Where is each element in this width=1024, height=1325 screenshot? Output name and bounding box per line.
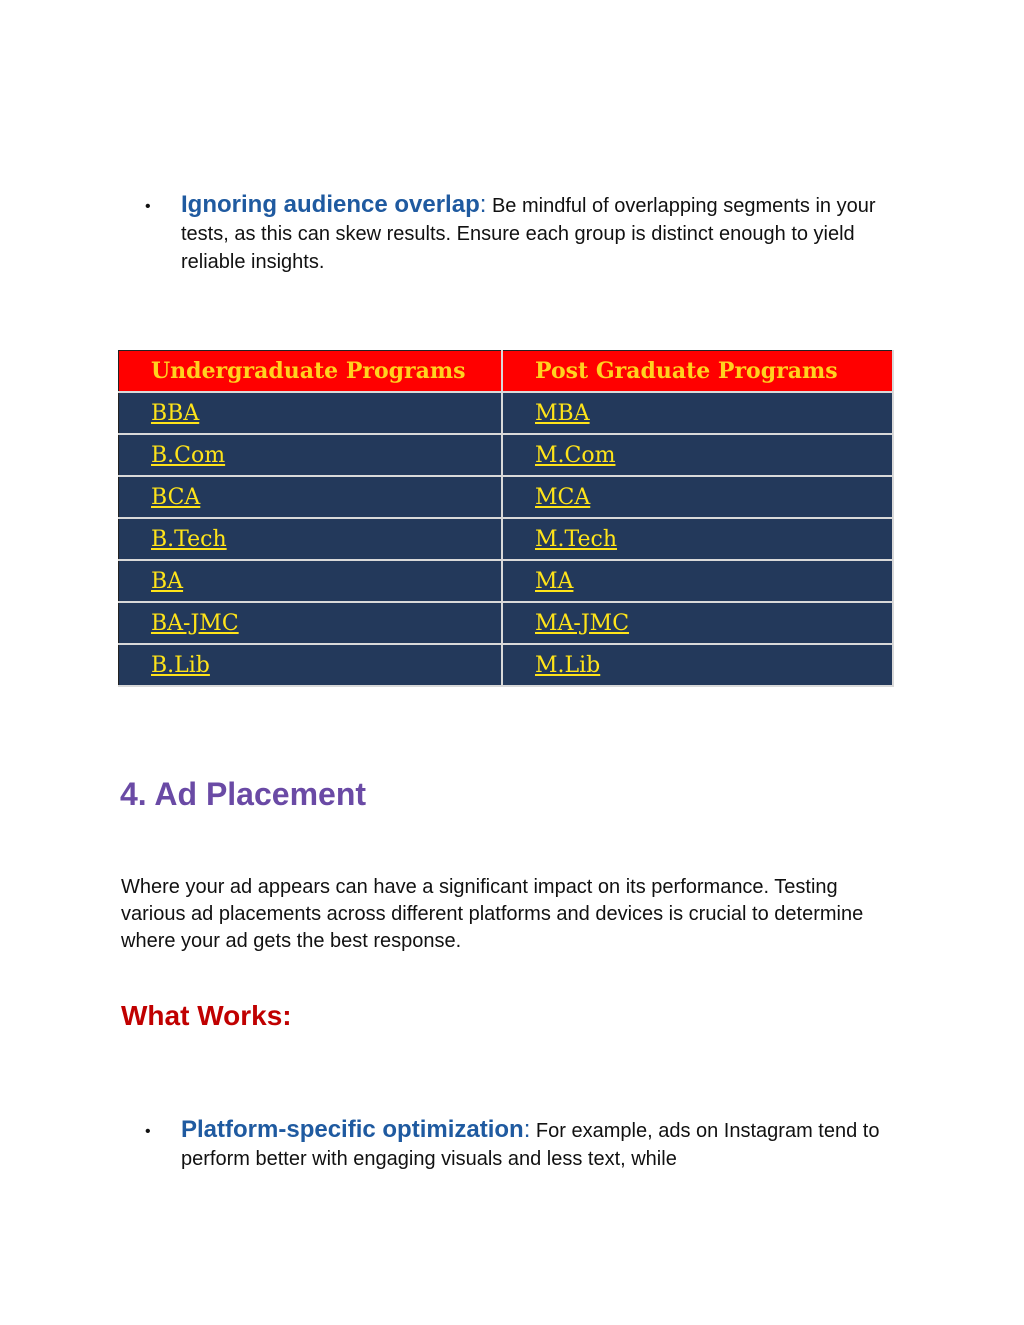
bullet-separator: : bbox=[523, 1116, 531, 1143]
table-cell bbox=[502, 392, 893, 434]
header-postgraduate: Post Graduate Programs bbox=[502, 351, 893, 393]
program-link-mtech[interactable]: M.Tech bbox=[535, 526, 617, 552]
program-link-mba[interactable]: MBA bbox=[535, 400, 590, 426]
table-cell bbox=[119, 434, 503, 476]
sub-heading: What Works: bbox=[121, 1000, 292, 1031]
program-link-bcom[interactable]: B.Com bbox=[151, 442, 226, 468]
table-cell bbox=[502, 560, 893, 602]
table-cell bbox=[119, 560, 503, 602]
table-row bbox=[119, 434, 894, 476]
table-cell bbox=[502, 434, 893, 476]
bullet-dot-icon: • bbox=[145, 1123, 151, 1140]
program-link-btech[interactable]: B.Tech bbox=[151, 526, 227, 552]
program-link-ma[interactable]: MA bbox=[535, 568, 574, 594]
table-row bbox=[119, 644, 894, 686]
header-undergraduate: Undergraduate Programs bbox=[119, 351, 503, 393]
table-header-row bbox=[119, 351, 894, 393]
table-cell bbox=[502, 518, 893, 560]
section-heading: 4. Ad Placement bbox=[120, 776, 367, 812]
program-link-ba[interactable]: BA bbox=[151, 568, 184, 594]
table-cell bbox=[502, 476, 893, 518]
table-cell bbox=[119, 518, 503, 560]
table-row bbox=[119, 560, 894, 602]
table-cell bbox=[119, 602, 503, 644]
table-cell bbox=[119, 476, 503, 518]
bullet-term: Ignoring audience overlap bbox=[181, 191, 480, 218]
program-link-mcom[interactable]: M.Com bbox=[535, 442, 616, 468]
program-link-bca[interactable]: BCA bbox=[151, 484, 201, 510]
program-link-ma-jmc[interactable]: MA-JMC bbox=[535, 610, 630, 636]
table-cell bbox=[502, 602, 893, 644]
bullet-dot-icon: • bbox=[145, 198, 151, 215]
program-link-mca[interactable]: MCA bbox=[535, 484, 591, 510]
bullet-item-audience-overlap bbox=[145, 191, 921, 276]
body-paragraph: Where your ad appears can have a significant impact on its performance. Testing various ad placements across different platforms and devices is crucial to determine where your ad gets the best response. bbox=[121, 876, 864, 952]
program-link-blib[interactable]: B.Lib bbox=[151, 652, 210, 678]
program-link-bba[interactable]: BBA bbox=[151, 400, 200, 426]
table-row bbox=[119, 476, 894, 518]
program-link-ba-jmc[interactable]: BA-JMC bbox=[151, 610, 239, 636]
table-cell bbox=[119, 644, 503, 686]
table-cell bbox=[119, 392, 503, 434]
bullet-text: For example, ads on Instagram tend to perform better with engaging visuals and less text, while bbox=[181, 1120, 880, 1170]
table-cell bbox=[502, 644, 893, 686]
bullet-term: Platform-specific optimization bbox=[181, 1116, 524, 1143]
table-row bbox=[119, 518, 894, 560]
bullet-text: Be mindful of overlapping segments in your tests, as this can skew results. Ensure each group is distinct enough to yield reliable insights. bbox=[181, 195, 876, 273]
bullet-separator: : bbox=[479, 191, 487, 218]
table-row bbox=[119, 392, 894, 434]
programs-table bbox=[118, 350, 894, 687]
table-row bbox=[119, 602, 894, 644]
bullet-item-platform-optimization bbox=[145, 1116, 921, 1173]
program-link-mlib[interactable]: M.Lib bbox=[535, 652, 601, 678]
